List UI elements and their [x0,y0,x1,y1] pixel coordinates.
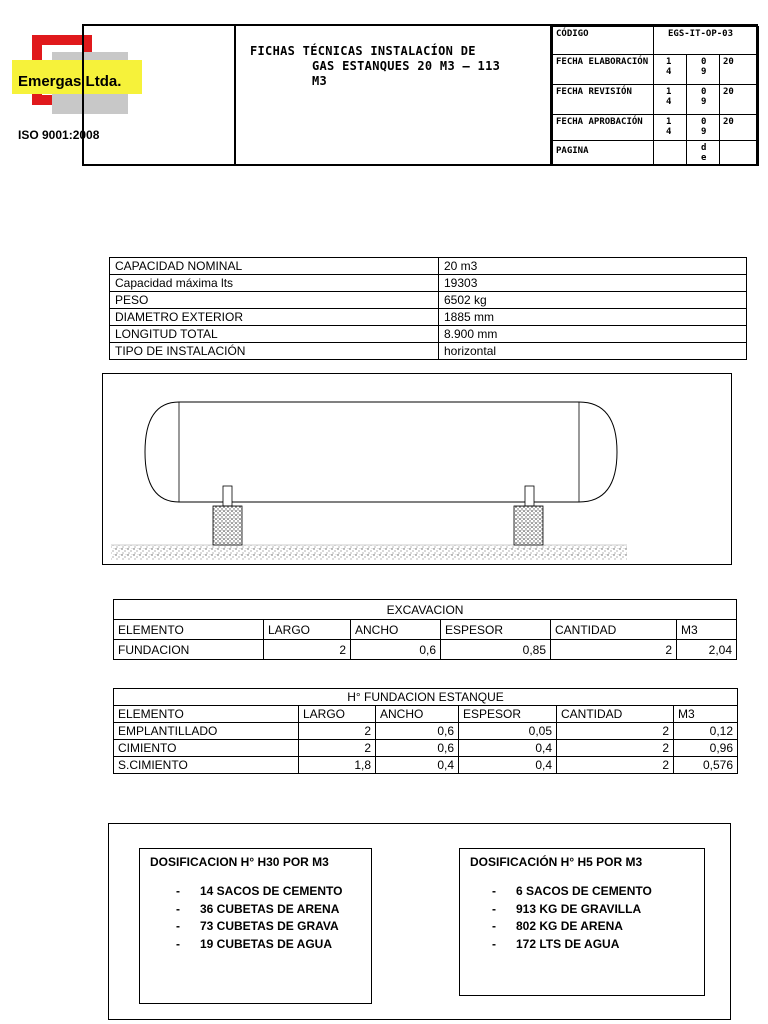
codigo-value: EGS-IT-OP-03 [654,27,759,55]
date-year: 20 [720,85,759,115]
table-title: H° FUNDACION ESTANQUE [114,689,738,706]
list-item-text: 19 CUBETAS DE AGUA [200,936,333,951]
list-item [460,918,704,936]
tank-drawing-frame [102,373,732,565]
spec-label: PESO [110,292,439,309]
spec-value: 8.900 mm [439,326,747,343]
column-header: ESPESOR [441,620,551,640]
table-cell: 0,6 [376,723,459,740]
table-cell: FUNDACION [114,640,264,660]
title-line: M3 [312,74,328,88]
foundation-block [213,506,242,545]
page-de-label: de [687,141,720,166]
table-cell: 2 [551,640,677,660]
header-divider [234,26,236,164]
document-title [250,44,540,89]
spec-row [110,343,747,360]
dosification-h30-box [139,848,372,1004]
table-cell: 0,4 [376,757,459,774]
table-cell: 0,576 [674,757,738,774]
table-cell: EMPLANTILLADO [114,723,299,740]
spec-label: TIPO DE INSTALACIÓN [110,343,439,360]
spec-label: DIAMETRO EXTERIOR [110,309,439,326]
spec-value: 20 m3 [439,258,747,275]
fecha-elaboracion-label: FECHA ELABORACIÓN [553,55,654,85]
foundation-table [113,688,738,774]
title-line: GAS ESTANQUES 20 M3 – 113 [312,59,501,73]
column-header: ESPESOR [459,706,557,723]
spec-value: 19303 [439,275,747,292]
spec-row [110,292,747,309]
spec-label: CAPACIDAD NOMINAL [110,258,439,275]
codigo-label: CÓDIGO [553,27,654,55]
column-header: ELEMENTO [114,620,264,640]
table-header-row [114,620,737,640]
list-item-text: 14 SACOS DE CEMENTO [200,884,343,898]
tank-spec-table [109,257,747,360]
spec-value: 6502 kg [439,292,747,309]
table-cell: 2 [557,757,674,774]
column-header: ELEMENTO [114,706,299,723]
column-header: LARGO [299,706,376,723]
column-header: M3 [674,706,738,723]
table-row [114,757,738,774]
bullet-dash: - [176,936,180,951]
spec-label: LONGITUD TOTAL [110,326,439,343]
spec-row [110,309,747,326]
column-header: LARGO [264,620,351,640]
list-item-text: 802 KG DE ARENA [516,919,623,933]
table-cell: 0,4 [459,757,557,774]
spec-value: horizontal [439,343,747,360]
date-year: 20 [720,55,759,85]
title-line: FICHAS TÉCNICAS INSTALACÍON DE [250,44,476,58]
column-header: ANCHO [351,620,441,640]
table-cell: 1,8 [299,757,376,774]
list-item-text: 913 KG DE GRAVILLA [516,901,642,916]
list-item-text: 6 SACOS DE CEMENTO [516,884,652,898]
bullet-dash: - [492,884,496,898]
date-month: 09 [687,115,720,141]
table-cell: 2 [557,740,674,757]
table-cell: 0,12 [674,723,738,740]
table-cell: 2,04 [677,640,737,660]
date-month: 09 [687,85,720,115]
dosification-title: DOSIFICACIÓN H° H5 POR M3 [470,855,643,869]
column-header: CANTIDAD [551,620,677,640]
list-item [460,883,704,901]
list-item [140,883,371,901]
date-month: 09 [687,55,720,85]
dosification-list [460,883,704,953]
table-row [114,640,737,660]
table-cell: 0,96 [674,740,738,757]
table-cell: 0,6 [376,740,459,757]
pagina-label: PAGINA [553,141,654,166]
dosification-frame [108,823,731,1020]
page-number-cell [654,141,687,166]
excavation-table [113,599,737,660]
bullet-dash: - [492,919,496,933]
fecha-revision-label: FECHA REVISIÓN [553,85,654,115]
table-cell: 0,85 [441,640,551,660]
bullet-dash: - [176,919,180,933]
table-cell: 2 [557,723,674,740]
bullet-dash: - [176,884,180,898]
document-control-table [552,26,759,166]
list-item [140,918,371,936]
spec-row [110,275,747,292]
tank-body [145,402,617,502]
table-row [114,740,738,757]
column-header: CANTIDAD [557,706,674,723]
table-cell: 0,6 [351,640,441,660]
table-cell: CIMIENTO [114,740,299,757]
column-header: ANCHO [376,706,459,723]
foundation-block [514,506,543,545]
spec-value: 1885 mm [439,309,747,326]
table-header-row [114,706,738,723]
table-row [114,723,738,740]
ground-hatch [111,545,627,560]
list-item [460,901,704,919]
horizontal-tank-drawing [103,374,731,564]
list-item [140,901,371,919]
list-item-text: 172 LTS DE AGUA [516,936,620,951]
document-header [82,24,758,166]
list-item [460,936,704,954]
date-day: 14 [654,55,687,85]
table-cell: 2 [299,740,376,757]
bullet-dash: - [492,936,496,951]
table-cell: 0,4 [459,740,557,757]
bullet-dash: - [492,901,496,916]
tank-saddle-leg [223,486,232,506]
list-item [140,936,371,954]
date-day: 14 [654,115,687,141]
tank-saddle-leg [525,486,534,506]
table-cell: S.CIMIENTO [114,757,299,774]
spec-row [110,258,747,275]
dosification-list [140,883,371,953]
company-name: Emergas Ltda. [18,73,122,90]
column-header: M3 [677,620,737,640]
table-cell: 2 [299,723,376,740]
dosification-title: DOSIFICACION H° H30 POR M3 [150,855,329,869]
date-day: 14 [654,85,687,115]
date-year: 20 [720,115,759,141]
spec-label: Capacidad máxima lts [110,275,439,292]
page-total-cell [720,141,759,166]
table-title: EXCAVACION [114,600,737,620]
spec-row [110,326,747,343]
list-item-text: 73 CUBETAS DE GRAVA [200,919,339,933]
table-cell: 2 [264,640,351,660]
iso-certification: ISO 9001:2008 [18,128,100,142]
list-item-text: 36 CUBETAS DE ARENA [200,901,340,916]
dosification-h5-box [459,848,705,996]
bullet-dash: - [176,901,180,916]
fecha-aprobacion-label: FECHA APROBACIÓN [553,115,654,141]
table-cell: 0,05 [459,723,557,740]
